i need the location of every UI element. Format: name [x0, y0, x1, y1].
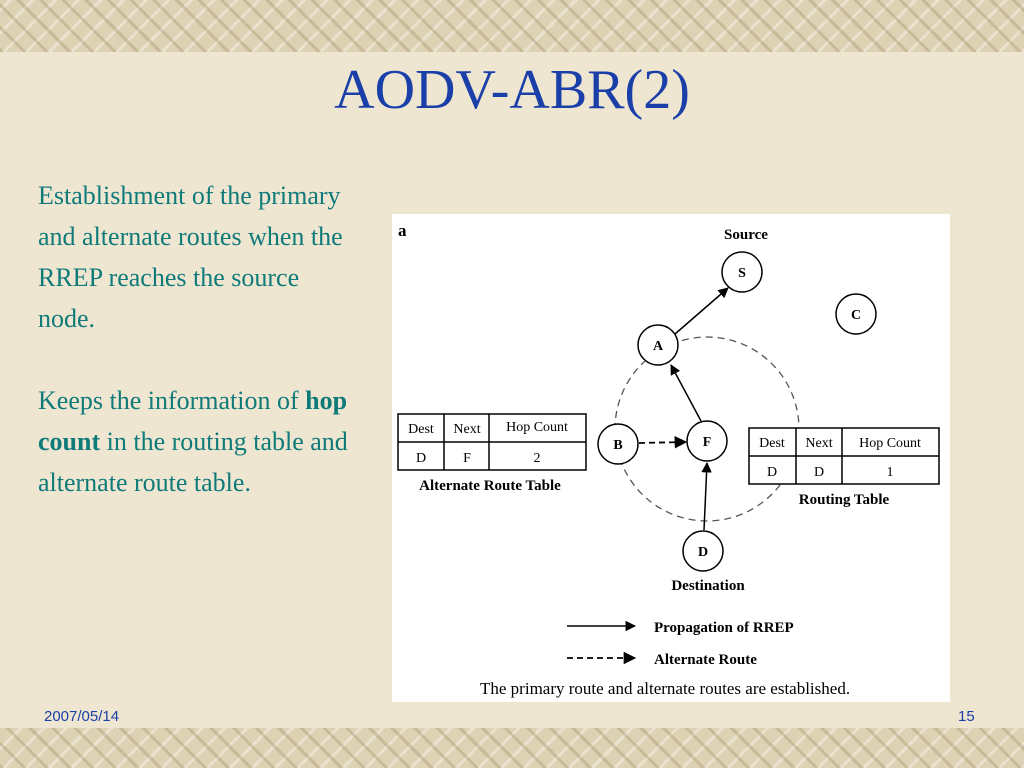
arrow-f-to-a — [671, 365, 701, 421]
node-a-label: A — [652, 339, 664, 354]
source-label: Source — [724, 227, 768, 243]
rt-cell-dest: D — [766, 465, 778, 480]
rt-header-dest: Dest — [759, 436, 785, 451]
para2-prefix: Keeps the information of — [38, 386, 306, 415]
rt-header-hop-count: Hop Count — [859, 436, 921, 451]
alt-table-caption: Alternate Route Table — [419, 478, 561, 494]
legend-dashed-label: Alternate Route — [654, 652, 757, 668]
slide-title: AODV-ABR(2) — [334, 59, 690, 121]
node-c-label: C — [850, 308, 862, 323]
arrow-a-to-s — [675, 288, 728, 334]
node-f-label: F — [702, 435, 712, 450]
alt-cell-dest: D — [415, 451, 427, 466]
decorative-bottom-band — [0, 728, 1024, 768]
arrow-b-to-f-alternate — [639, 442, 686, 443]
network-diagram — [392, 214, 950, 702]
alt-cell-hop-count: 2 — [533, 451, 541, 466]
footer-date: 2007/05/14 — [44, 708, 120, 725]
rt-cell-hop-count: 1 — [886, 465, 894, 480]
hop-count-emphasis: hop count — [38, 386, 348, 456]
node-d-label: D — [697, 545, 709, 560]
alt-cell-next: F — [463, 451, 471, 466]
node-s-label: S — [738, 266, 746, 281]
panel-label: a — [398, 221, 407, 240]
paragraph-route-establishment: Establishment of the primary and alternate routes when the RREP reaches the source node. — [38, 181, 343, 333]
destination-label: Destination — [671, 578, 745, 594]
figure-caption: The primary route and alternate routes are established. — [480, 679, 851, 698]
para2-suffix: in the routing table and alternate route table. — [38, 427, 348, 497]
node-b-label: B — [613, 438, 623, 453]
alt-header-dest: Dest — [408, 422, 434, 437]
routing-table-caption: Routing Table — [798, 492, 890, 508]
rt-cell-next: D — [813, 465, 825, 480]
rt-header-next: Next — [805, 436, 833, 451]
routing-table — [749, 428, 939, 484]
arrow-d-to-f — [704, 463, 707, 530]
alt-header-next: Next — [453, 422, 481, 437]
aodv-abr-figure — [392, 214, 950, 702]
alternate-route-table — [398, 414, 586, 470]
decorative-top-band — [0, 0, 1024, 52]
paragraph-hop-count — [38, 380, 358, 503]
alt-header-hop-count: Hop Count — [506, 420, 568, 435]
legend-solid-label: Propagation of RREP — [654, 620, 794, 636]
slide-body-text — [38, 175, 358, 503]
page-number: 15 — [958, 708, 975, 725]
